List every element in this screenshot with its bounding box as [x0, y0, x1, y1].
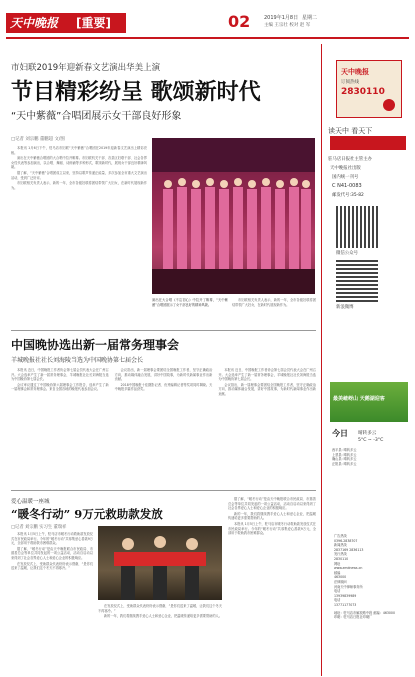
section-label: [重要]	[76, 16, 111, 30]
issue-weekday: 星期二	[302, 15, 318, 21]
contact-label: 新闻热线	[334, 543, 347, 548]
story3-paragraph: 本报讯 1月5日上午，驻马店市暖冬行动救助款发放仪式在市民政局举行。今年的“暖冬行动”共募集爱心善款9万元，全部用于救助我市困难群众。	[11, 532, 93, 546]
contact-label: 发行热线	[334, 552, 347, 557]
lead-paragraph: 演出在天中紫薇合唱团的大合唱中拉开帷幕。市妇联机关干部、各县区妇联干部、社会各界女性代表等参加演出，以合唱、舞蹈、诗朗诵等多种形式，歌颂新时代，展现女干部良好精神风貌。	[11, 156, 147, 170]
story3-byline: □记者 刘宗鹏 实习生 董瑞祥	[11, 525, 67, 530]
sidebar-section-title: 驻马店日报社主管主办	[328, 157, 372, 162]
section-divider	[11, 330, 316, 331]
story2-paragraph: 2018中国晚报十佳摄影记者、优秀编辑记者等奖项同时揭晓。天中晚报多篇作品获奖。	[114, 382, 213, 392]
contact-value: 463000	[334, 575, 347, 580]
lead-kicker: 市妇联2019年迎新春文艺演出华美上演	[11, 63, 161, 73]
printer-line: 印刷：驻马店日报社印刷厂	[334, 615, 373, 620]
story3-photo	[98, 526, 222, 600]
choir-illustration	[152, 138, 315, 294]
contact-value: 0396-2838707	[334, 538, 358, 543]
lead-byline: □记者 刘宗鹏 董鹏超 文/图	[11, 137, 65, 142]
story2-paragraph: 本报讯 近日，中国晚报工作者协会第七届会员代表大会在广州召开。大会选举产生了新一届常务理事会，羊城晚报社社长刘海陵当选为中国晚协第七届会长。	[218, 368, 316, 382]
masthead-rule	[6, 37, 409, 39]
lead-body	[11, 146, 147, 306]
story3-paragraph: 新的一年，我们将继续携手爱心人士和爱心企业，把温暖传递给更多需要帮助的人。	[228, 511, 316, 521]
scenic-banner-text: 最美嵖岈山 天鹅湖迎客	[333, 396, 385, 402]
weather-label: 今日	[332, 429, 348, 438]
lead-deck: “天中紫薇”合唱团展示女干部良好形象	[11, 111, 182, 122]
weather-temperature: 5°C ~ -3°C	[358, 438, 384, 443]
qr1-label: 微信公众号	[336, 251, 358, 256]
contact-list	[334, 534, 408, 620]
story3-body-left	[11, 532, 93, 672]
weather-row: 正阳县: 晴转多云	[332, 461, 357, 466]
weather-row: 确山县: 晴转多云	[332, 457, 357, 462]
story2-paragraph: 会议指出，新一届理事会要团结全国晚报工作者，坚守正确政治方向，推动媒体融合发展，讲好中国故事，为新时代新闻事业作出新贡献。	[218, 382, 316, 396]
ad-phone-icon	[383, 99, 395, 111]
contact-value: 2837169 2836113	[334, 547, 364, 552]
weather-type: 晴转多云	[358, 431, 377, 436]
story3-kicker: 爱心温暖一座城	[11, 499, 50, 505]
story3-paragraph: 在发放仪式上，受助群众代表纷纷表示感谢，“是你们送来了温暖，让我们这个冬天不再寒冷。”	[11, 561, 93, 571]
story3-paragraph: 新的一年，我们将继续携手爱心人士和爱心企业，把温暖传递给更多需要帮助的人。	[104, 614, 222, 619]
story2-paragraph: 本报讯 近日，中国晚报工作者协会第七届会员代表大会在广州召开。大会选举产生了新一届常务理事会，羊城晚报社社长刘海陵当选为中国晚协第七届会长。	[11, 368, 109, 382]
lead-paragraph: 市妇联相关负责人表示，新的一年，全市各级妇联将团结带领广大妇女，在新时代展现新作为。	[11, 181, 147, 190]
issue-date: 2019年1月8日	[264, 15, 299, 21]
weather-row: 西平县: 晴转多云	[332, 448, 357, 452]
sidebar-banner: 读天中 看天下	[328, 127, 373, 135]
weather-rows	[332, 448, 404, 466]
page-number: 02	[228, 12, 251, 31]
story3-paragraph: 据了解，“暖冬行动”是由天中晚报联合市民政局、市慈善总会等单位共同发起的一项公益活动，活动自启动以来得到了社会各界爱心人士和爱心企业的积极响应。	[11, 546, 93, 560]
story3-paragraph: 本报讯 1月5日上午，驻马店市暖冬行动救助款发放仪式在市民政局举行。今年的“暖冬行动”共募集爱心善款9万元，全部用于救助我市困难群众。	[228, 521, 316, 536]
contact-value: 13939839989	[334, 593, 357, 598]
story2-deck: 羊城晚报社社长刘海陵当选为中国晚协第七届会长	[11, 357, 144, 364]
story2-headline: 中国晚协选出新一届常务理事会	[11, 338, 180, 352]
contact-value: 河南天中律师事务所	[334, 584, 363, 589]
ad-phone: 2830110	[341, 87, 385, 97]
sidebar-code2: 邮发代号:35-82	[332, 193, 364, 198]
lead-photo-caption: 演出在大合唱《不忘初心》中拉开了帷幕，“天中紫薇”合唱团展示了女干部良好的精神风貌。	[152, 298, 228, 307]
qr-code-wechat	[336, 206, 378, 248]
qr-code-weibo	[336, 260, 378, 302]
story2-paragraph: 会议指出，新一届理事会要团结全国晚报工作者，坚守正确政治方向，推动媒体融合发展，讲好中国故事，为新时代新闻事业作出新贡献。	[114, 368, 213, 382]
address: 地址：驻马店市解放路中段 邮编：463000	[334, 610, 395, 615]
lead-paragraph: 市妇联相关负责人表示，新的一年，全市各级妇联将团结带领广大妇女，在新时代展现新作为。	[232, 298, 316, 307]
sidebar-red-strip	[330, 136, 406, 150]
sidebar-ad-box	[336, 60, 402, 118]
lead-paragraph: 本报讯 1月6日下午，驻马店市妇联“天中紫薇”合唱团在2019年迎新春文艺演出上精彩亮相。	[11, 146, 147, 155]
story2-body	[11, 368, 316, 480]
editors-line: 主编 王宗壮 校对 赵 军	[264, 23, 311, 28]
lead-paragraph: 据了解，“天中紫薇”合唱团成立以来，坚持以歌声传递正能量，多次参加全市重大文艺演出活动，受到广泛好评。	[11, 170, 147, 180]
ad-title: 天中晚报	[341, 68, 369, 76]
lead-body-continued	[232, 298, 316, 328]
contact-value: 13771177073	[334, 602, 357, 607]
section-divider	[11, 490, 316, 491]
contact-value: www.zmdnews.cn	[334, 566, 363, 571]
story3-paragraph: 在发放仪式上，受助群众代表纷纷表示感谢，“是你们送来了温暖，让我们这个冬天不再寒冷。”	[98, 604, 222, 613]
story3-body-middle	[98, 604, 222, 672]
contact-label: 广告热线	[334, 534, 347, 538]
story3-headline: “暖冬行动” 9万元救助款发放	[11, 507, 163, 521]
lead-photo	[152, 138, 315, 294]
contact-label: 网址	[334, 561, 341, 566]
story3-body-right	[228, 497, 316, 672]
sidebar	[321, 44, 414, 676]
contact-label: 邮编	[334, 570, 341, 575]
contact-label: 法律顾问	[334, 579, 347, 584]
scenic-banner	[330, 382, 408, 422]
contact-value: 2830110	[334, 556, 349, 561]
lead-headline: 节目精彩纷呈 歌颂新时代	[11, 79, 261, 105]
donation-illustration	[98, 526, 222, 600]
ad-subtitle: 订阅热线	[341, 80, 359, 85]
sidebar-code-label: 国内统一刊号	[332, 175, 359, 180]
contact-label: 电话	[334, 598, 341, 603]
sidebar-code: C N41-0083	[332, 183, 362, 189]
qr2-label: 新浪微博	[336, 305, 354, 310]
masthead-logo-text: 天中晚报	[10, 16, 59, 30]
contact-label: 电话	[334, 589, 341, 594]
sidebar-paper-name: 天中晚报社出版	[330, 166, 361, 171]
story2-paragraph: 会议审议通过了中国晚协第六届理事会工作报告，选举产生了新一届理事会和常务理事会。来自全国各地的晚报代表参加会议。	[11, 382, 109, 392]
weather-row: 上蔡县: 晴转多云	[332, 452, 357, 457]
story3-paragraph: 据了解，“暖冬行动”是由天中晚报联合市民政局、市慈善总会等单位共同发起的一项公益活动，活动自启动以来得到了社会各界爱心人士和爱心企业的积极响应。	[228, 497, 316, 511]
